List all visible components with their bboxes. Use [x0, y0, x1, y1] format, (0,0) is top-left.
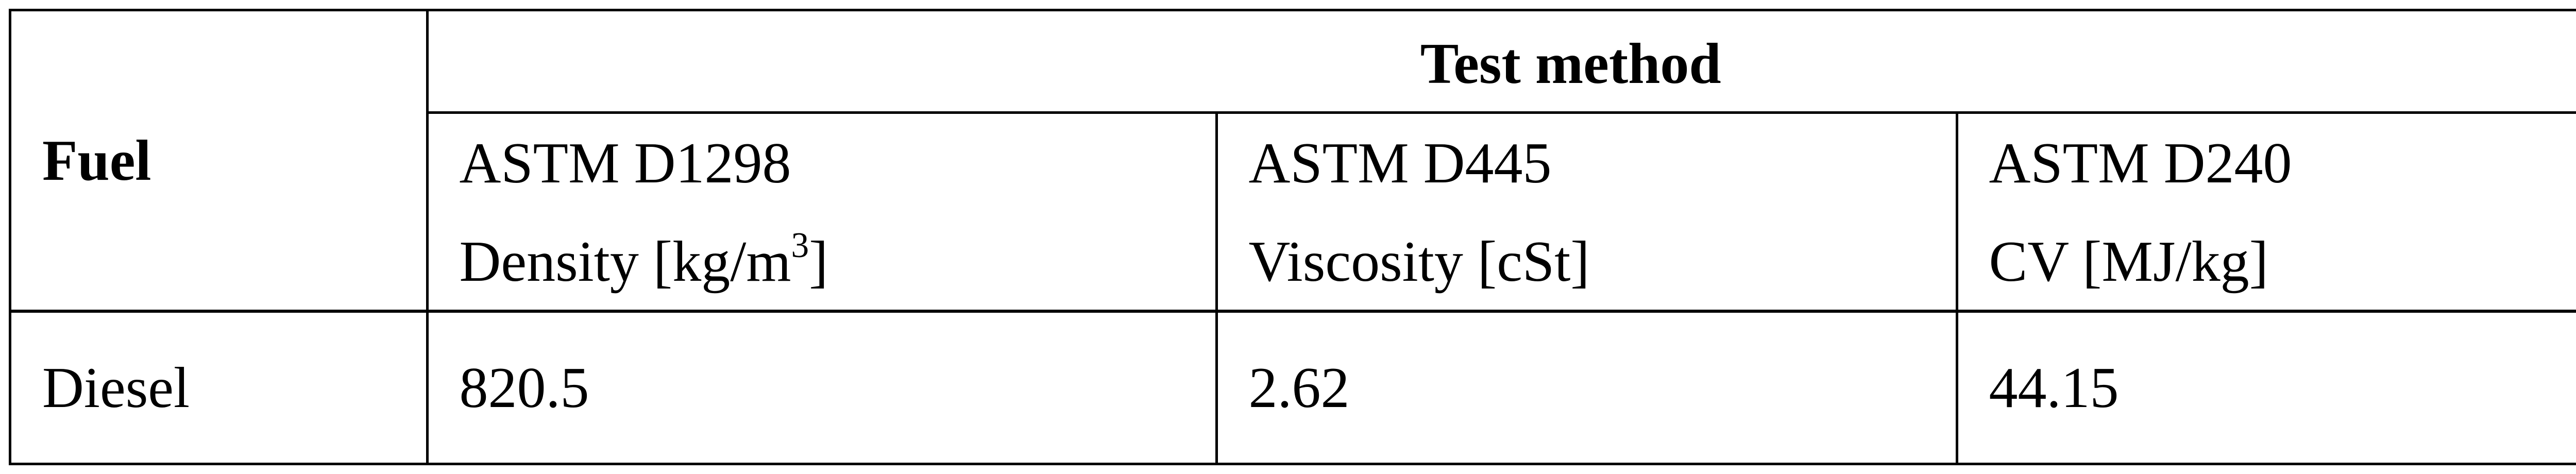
property-unit-superscript: 3 — [791, 226, 809, 266]
property-header-viscosity — [1216, 213, 1957, 311]
property-label-viscosity: Viscosity [cSt] — [1248, 229, 1590, 294]
property-header-density — [427, 213, 1216, 311]
property-label-density-close: ] — [809, 229, 828, 294]
header-row-group — [11, 11, 2576, 112]
method-header-2: ASTM D445 — [1216, 112, 1957, 213]
density-value-cell: 820.5 — [427, 311, 1216, 463]
fuel-column-header: Fuel — [42, 128, 151, 193]
property-label-cv: CV [MJ/kg] — [1989, 229, 2268, 294]
table-row — [11, 311, 2576, 463]
cv-value-cell: 44.15 — [1957, 311, 2576, 463]
property-header-cv — [1957, 213, 2576, 311]
fuel-properties-table-frame — [9, 9, 2576, 465]
test-method-header: Test method — [427, 11, 2576, 112]
method-header-3: ASTM D240 — [1957, 112, 2576, 213]
property-label-density: Density [kg/m — [459, 229, 791, 294]
fuel-name-cell: Diesel — [11, 311, 427, 463]
fuel-properties-table — [11, 11, 2576, 463]
method-header-1: ASTM D1298 — [427, 112, 1216, 213]
viscosity-value-cell: 2.62 — [1216, 311, 1957, 463]
